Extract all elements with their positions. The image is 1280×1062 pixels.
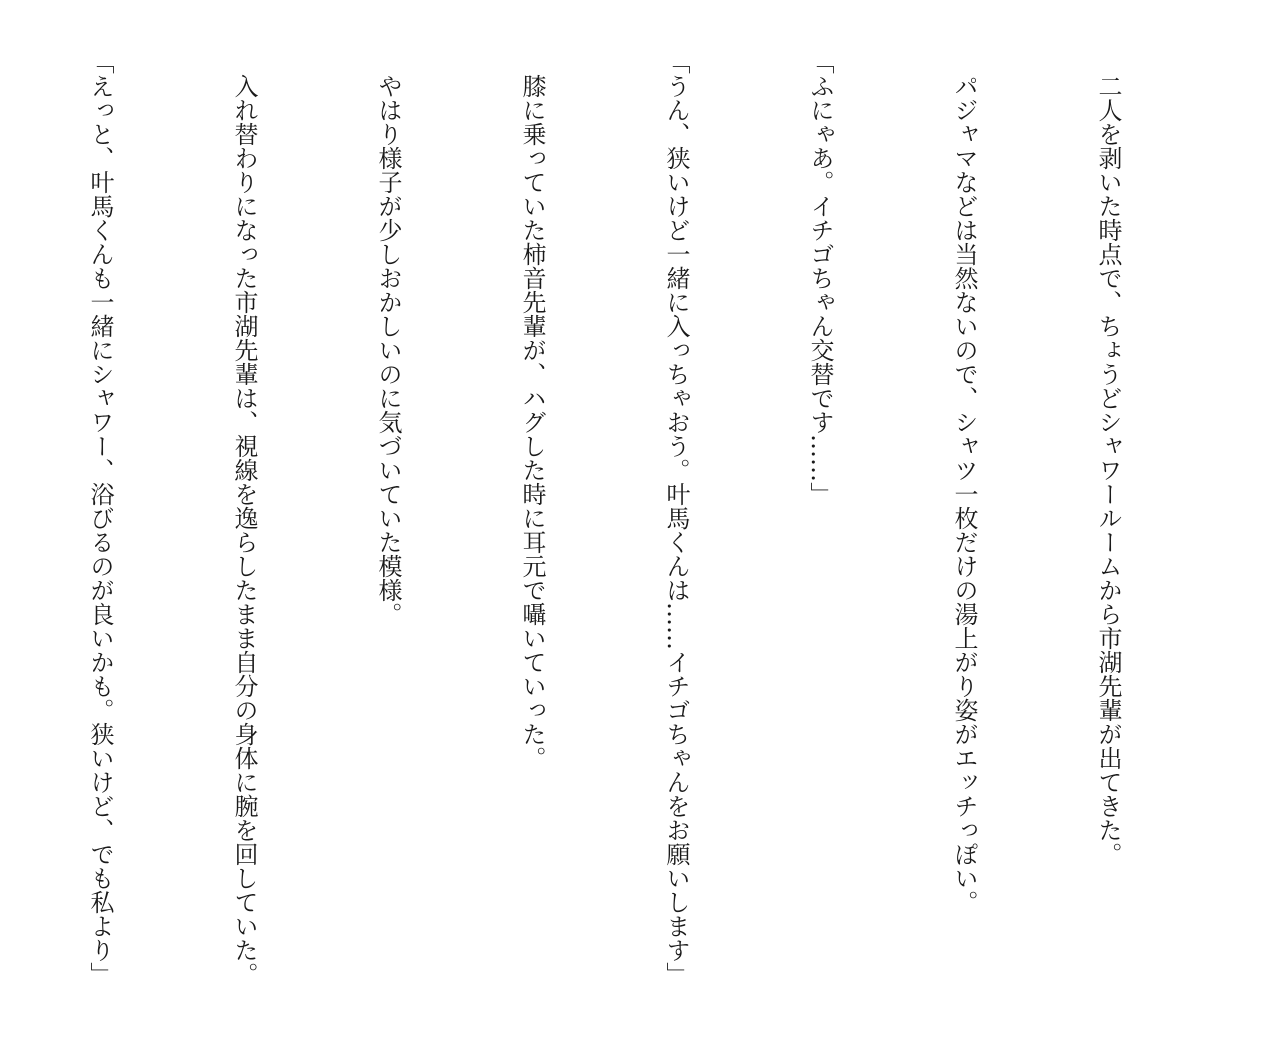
text-line: やはり様子が少しおかしいのに気づいていた模様。: [374, 74, 402, 626]
text-line: 「えっと、叶馬くんも一緒にシャワー、浴びるのが良いかも。狭いけど、でも私より」: [86, 50, 114, 986]
text-line: パジャマなどは当然ないので、シャツ一枚だけの湯上がり姿がエッチっぽい。: [950, 74, 978, 914]
vertical-text-body: [0, 50, 1228, 1030]
text-line: 膝に乗っていた柿音先輩が、ハグした時に耳元で囁いていった。: [518, 74, 546, 770]
text-line: 「ふにゃあ。イチゴちゃん交替です……」: [806, 50, 834, 506]
text-line: 「うん、狭いけど一緒に入っちゃおう。叶馬くんは……イチゴちゃんをお願いします」: [662, 50, 690, 986]
text-line: 二人を剥いた時点で、ちょうどシャワールームから市湖先輩が出てきた。: [1094, 74, 1122, 866]
text-line: 入れ替わりになった市湖先輩は、視線を逸らしたまま自分の身体に腕を回していた。: [230, 74, 258, 986]
